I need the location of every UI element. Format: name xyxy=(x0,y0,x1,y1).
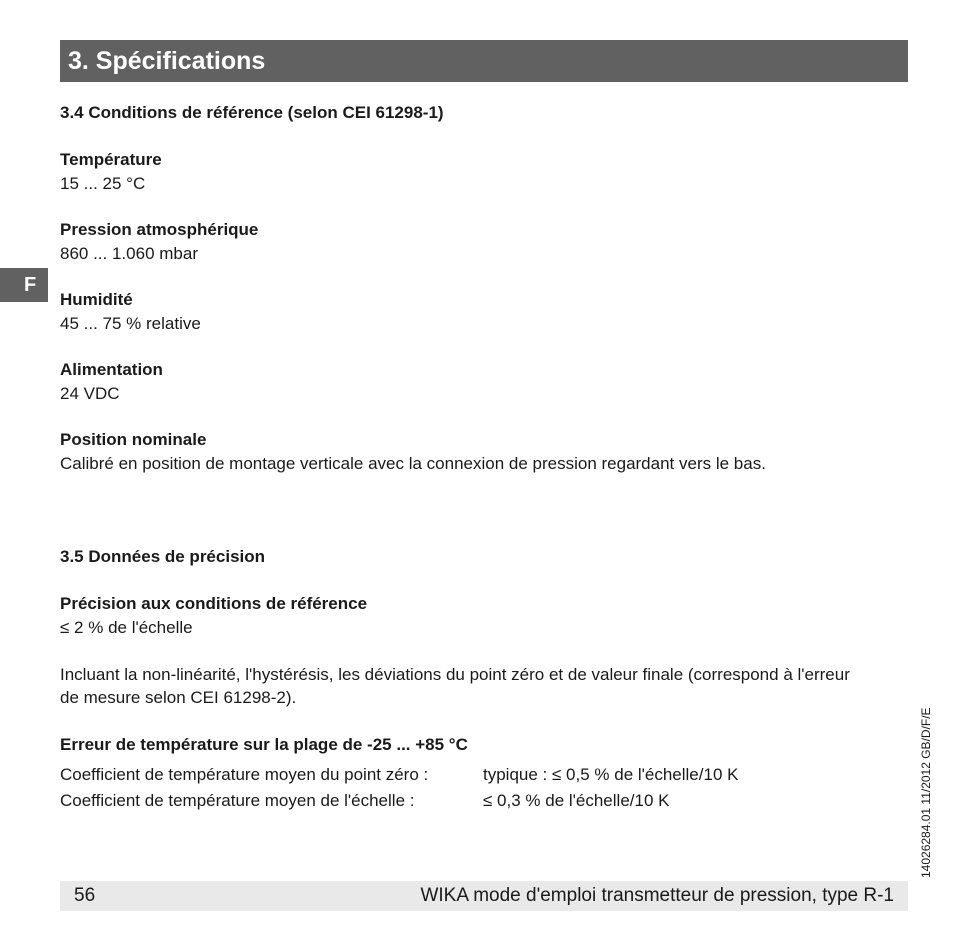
section-3-5-heading: 3.5 Données de précision xyxy=(60,547,266,566)
span-coefficient-label: Coefficient de température moyen de l'échelle : xyxy=(60,791,415,810)
footer-title: WIKA mode d'emploi transmetteur de pression, type R-1 xyxy=(420,885,894,906)
precision-note: Incluant la non-linéarité, l'hystérésis, les déviations du point zéro et de valeur finale (correspond à l'erreur de mesure selon CEI 61298-2). xyxy=(60,665,850,707)
document-code: 14026284.01 11/2012 GB/D/F/E xyxy=(919,707,933,878)
page-number: 56 xyxy=(74,885,96,906)
pressure-label: Pression atmosphérique xyxy=(60,220,259,239)
span-coefficient-value: ≤ 0,3 % de l'échelle/10 K xyxy=(483,791,670,810)
nominal-position-value: Calibré en position de montage verticale avec la connexion de pression regardant vers le bas. xyxy=(60,454,766,473)
temperature-value: 15 ... 25 °C xyxy=(60,174,146,193)
humidity-label: Humidité xyxy=(60,290,133,309)
pressure-value: 860 ... 1.060 mbar xyxy=(60,244,198,263)
humidity-value: 45 ... 75 % relative xyxy=(60,314,201,333)
section-3-4-heading: 3.4 Conditions de référence (selon CEI 61298-1) xyxy=(60,103,444,122)
temperature-label: Température xyxy=(60,150,162,169)
page-footer xyxy=(60,881,908,911)
nominal-position-label: Position nominale xyxy=(60,430,207,449)
power-supply-label: Alimentation xyxy=(60,360,163,379)
precision-value: ≤ 2 % de l'échelle xyxy=(60,618,193,637)
temperature-error-label: Erreur de température sur la plage de -25 ... +85 °C xyxy=(60,735,468,754)
zero-point-coefficient-value: typique : ≤ 0,5 % de l'échelle/10 K xyxy=(483,765,739,784)
power-supply-value: 24 VDC xyxy=(60,384,120,403)
language-tab: F xyxy=(0,268,48,302)
zero-point-coefficient-label: Coefficient de température moyen du point zéro : xyxy=(60,765,429,784)
precision-label: Précision aux conditions de référence xyxy=(60,594,368,613)
page-title: 3. Spécifications xyxy=(60,40,908,82)
